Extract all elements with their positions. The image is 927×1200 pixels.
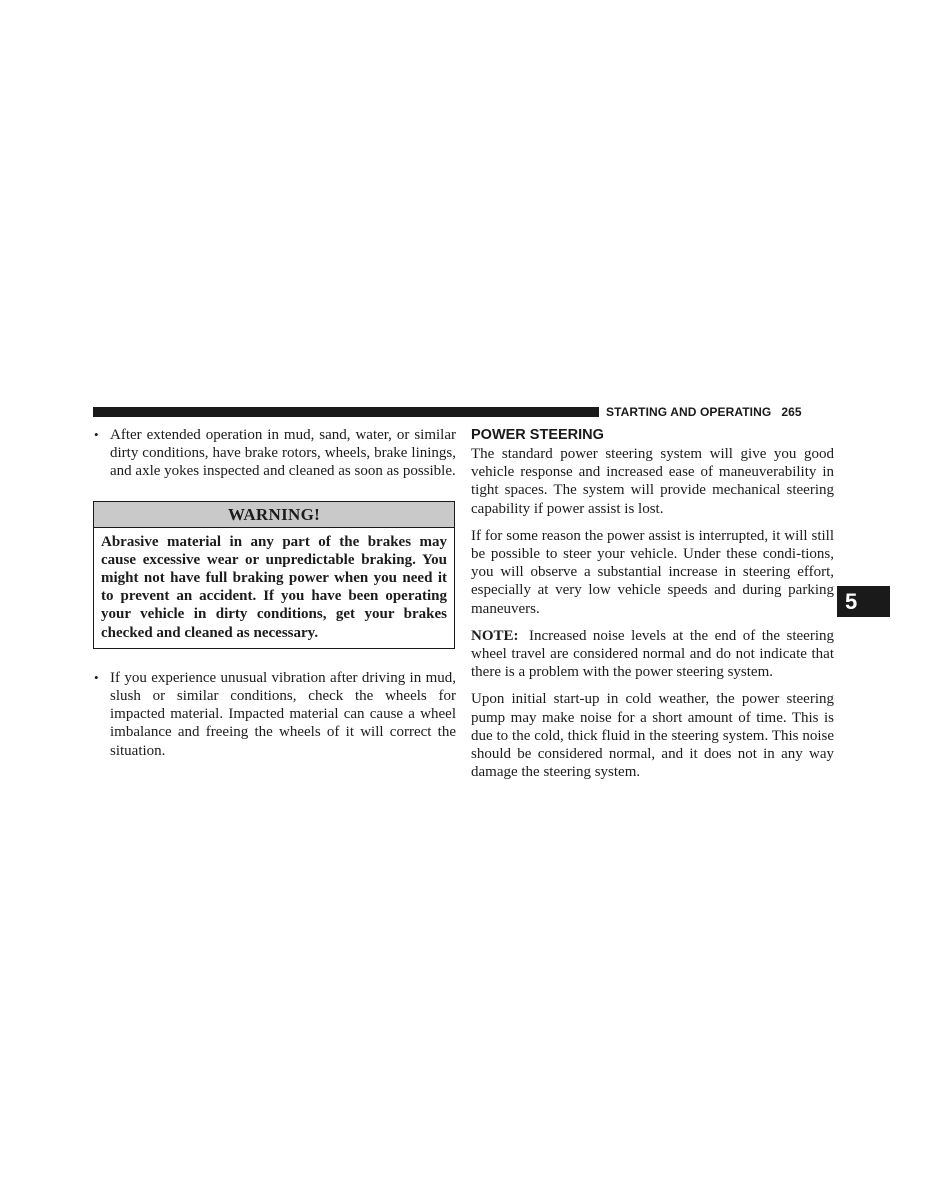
running-header	[606, 405, 802, 419]
note-text: Increased noise levels at the end of the steering wheel travel are considered normal and do not indicate that there is a problem with the power steering system.	[471, 627, 834, 681]
warning-body: Abrasive material in any part of the brakes may cause excessive wear or unpredictable braking. You might not have full braking power when you need it to prevent an accident. If you have been operating your vehicle in dirty conditions, get your brakes checked and cleaned as necessary.	[101, 533, 447, 641]
warning-box	[93, 501, 455, 649]
right-column	[471, 426, 834, 781]
note-paragraph	[471, 627, 834, 682]
section-heading: POWER STEERING	[471, 427, 604, 443]
bullet-icon: •	[94, 669, 99, 685]
bullet-text: If you experience unusual vibration after driving in mud, slush or similar conditions, check the wheels for impacted material. Impacted material can cause a wheel imbalance and freeing the wheels of it will correct the situation.	[110, 669, 456, 759]
bullet-item-dirty-conditions	[93, 426, 456, 481]
warning-title: WARNING!	[94, 502, 454, 528]
note-label: NOTE:	[471, 627, 519, 644]
chapter-tab: 5	[837, 586, 890, 617]
paragraph-cold-weather: Upon initial start-up in cold weather, the power steering pump may make noise for a short amount of time. This is due to the cold, thick fluid in the steering system. This noise should be considered normal, and it does not in any way damage the steering system.	[471, 691, 834, 781]
bullet-icon: •	[94, 427, 99, 442]
left-column	[93, 426, 456, 760]
paragraph-assist-interrupted: If for some reason the power assist is interrupted, it will still be possible to steer your vehicle. Under these condi-tions, you will observe a substantial increase in steering effort, especially at very low vehicle speeds and during parking maneuvers.	[471, 527, 834, 617]
paragraph-standard-steering: The standard power steering system will give you good vehicle response and increased ease of maneuverability in tight spaces. The system will provide mechanical steering capability if power assist is lost.	[471, 446, 834, 517]
bullet-text: After extended operation in mud, sand, water, or similar dirty conditions, have brake rotors, wheels, brake linings, and axle yokes inspected and cleaned as soon as possible.	[110, 427, 456, 480]
section-title: STARTING AND OPERATING	[606, 405, 772, 419]
page-number: 265	[781, 405, 802, 419]
header-rule	[93, 407, 599, 417]
bullet-item-vibration	[93, 669, 456, 760]
